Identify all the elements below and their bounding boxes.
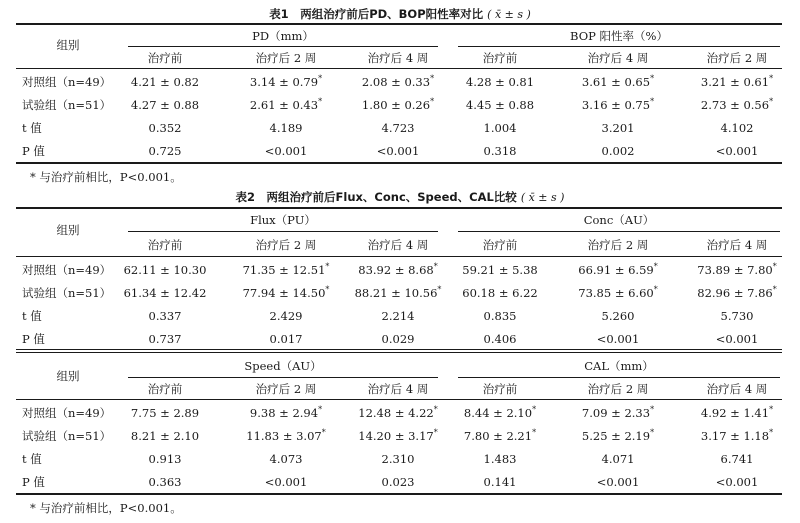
table2b-cell-2-5: [678, 449, 796, 469]
table2b-subheader-0: 治疗前: [147, 382, 183, 396]
table1-significance-marker: *: [318, 74, 323, 84]
table2a-significance-marker: *: [772, 262, 777, 272]
table1-value-1-0: 4.27 ± 0.88: [130, 98, 200, 112]
table2b-value-0-0: 7.75 ± 2.89: [130, 406, 200, 420]
table1-row-0-label: 对照组（n=49）: [22, 75, 112, 89]
table1-pd-subrule: [128, 46, 438, 47]
table1-value-0-3: 4.28 ± 0.81: [465, 75, 535, 89]
table2a-significance-marker: *: [437, 285, 442, 295]
table2b-cell-2-2: [339, 449, 457, 469]
table2b-row-3-label: P 值: [22, 475, 45, 489]
table2b-value-2-0: 0.913: [148, 452, 182, 466]
table2b-cell-0-1: [227, 403, 345, 423]
table2a-value-2-3: 0.835: [483, 309, 517, 323]
table2a-cell-2-5: [678, 306, 796, 326]
table2a-value-3-0: 0.737: [148, 332, 182, 346]
table2a-cell-0-1: [227, 260, 345, 280]
table1-significance-marker: *: [650, 97, 655, 107]
table2b-significance-marker: *: [650, 428, 655, 438]
table2b-value-2-2: 2.310: [381, 452, 415, 466]
table2a-conc-subrule: [458, 231, 780, 232]
table2-bottom-rule: [16, 493, 782, 495]
table1-value-1-1: 2.61 ± 0.43: [249, 98, 319, 112]
table2b-cell-3-2: [339, 472, 457, 492]
table1-title: [0, 6, 800, 22]
table1-cell-0-3: [441, 72, 559, 92]
table2a-cell-3-5: [678, 329, 796, 349]
table1-cell-0-5: [678, 72, 796, 92]
table2b-value-3-3: 0.141: [483, 475, 517, 489]
table2b-cell-1-5: [678, 426, 796, 446]
table1-significance-marker: *: [318, 97, 323, 107]
table1-cell-3-3: [441, 141, 559, 161]
table2b-value-0-3: 8.44 ± 2.10: [463, 406, 533, 420]
table2b-cell-0-4: [559, 403, 677, 423]
table2b-cell-1-3: [441, 426, 559, 446]
table1-cell-3-5: [678, 141, 796, 161]
table2a-subheader-2: 治疗后 4 周: [367, 238, 429, 252]
table2a-subheader-1: 治疗后 2 周: [255, 238, 317, 252]
table2b-cell-0-3: [441, 403, 559, 423]
table2b-speed-subrule: [128, 377, 438, 378]
table1-cell-2-4: [559, 118, 677, 138]
table2a-significance-marker: *: [325, 262, 330, 272]
table2a-value-0-4: 66.91 ± 6.59: [578, 263, 654, 277]
table2b-value-3-2: 0.023: [381, 475, 415, 489]
table1-value-0-4: 3.61 ± 0.65: [581, 75, 651, 89]
table1-bottom-rule: [16, 162, 782, 164]
table2b-cell-1-4: [559, 426, 677, 446]
table2a-cell-1-1: [227, 283, 345, 303]
table2a-cell-3-0: [106, 329, 224, 349]
table2a-subheader-3: 治疗前: [482, 238, 518, 252]
table1-subheader-3: 治疗前: [482, 51, 518, 65]
table1-cell-3-2: [339, 141, 457, 161]
table2a-value-1-5: 82.96 ± 7.86: [697, 286, 773, 300]
table2b-cell-2-0: [106, 449, 224, 469]
table1-value-0-5: 3.21 ± 0.61: [700, 75, 770, 89]
table2a-group-header: 组别: [56, 223, 80, 237]
table1-significance-marker: *: [769, 97, 774, 107]
table1-subheader-0: 治疗前: [147, 51, 183, 65]
table2b-span-header-cal: CAL（mm）: [584, 359, 654, 373]
table2a-cell-0-4: [559, 260, 677, 280]
table2a-cell-2-1: [227, 306, 345, 326]
table1-span-header-pd: PD（mm）: [252, 29, 314, 43]
table2b-value-0-1: 9.38 ± 2.94: [249, 406, 319, 420]
table1-bop-subrule: [458, 46, 780, 47]
table2b-span-header-speed: Speed（AU）: [244, 359, 322, 373]
table1-cell-0-1: [227, 72, 345, 92]
table2a-cell-3-4: [559, 329, 677, 349]
table1-cell-1-3: [441, 95, 559, 115]
table2a-significance-marker: *: [325, 285, 330, 295]
table1-value-1-4: 3.16 ± 0.75: [581, 98, 651, 112]
table1-cell-2-1: [227, 118, 345, 138]
table2a-value-3-2: 0.029: [381, 332, 415, 346]
table2b-value-1-1: 11.83 ± 3.07: [246, 429, 322, 443]
table2b-value-0-2: 12.48 ± 4.22: [358, 406, 434, 420]
table2b-significance-marker: *: [532, 405, 537, 415]
table1-value-2-4: 3.201: [601, 121, 635, 135]
table2a-value-1-2: 88.21 ± 10.56: [354, 286, 438, 300]
table1-value-3-2: <0.001: [376, 144, 420, 158]
table2a-cell-1-4: [559, 283, 677, 303]
table2a-significance-marker: *: [433, 262, 438, 272]
table2a-value-2-4: 5.260: [601, 309, 635, 323]
table2a-value-0-1: 71.35 ± 12.51: [242, 263, 326, 277]
table2b-cell-2-1: [227, 449, 345, 469]
table1-cell-0-2: [339, 72, 457, 92]
table1-cell-1-2: [339, 95, 457, 115]
table2a-row-0-label: 对照组（n=49）: [22, 263, 112, 277]
table1-value-1-2: 1.80 ± 0.26: [361, 98, 431, 112]
table1-value-1-3: 4.45 ± 0.88: [465, 98, 535, 112]
table1-group-header: 组别: [56, 38, 80, 52]
table2a-cell-3-1: [227, 329, 345, 349]
table2b-group-header: 组别: [56, 369, 80, 383]
table2a-value-3-5: <0.001: [715, 332, 759, 346]
table1-cell-1-5: [678, 95, 796, 115]
table2a-value-2-5: 5.730: [720, 309, 754, 323]
table2a-significance-marker: *: [772, 285, 777, 295]
table2b-row-2-label: t 值: [22, 452, 42, 466]
table2a-subheader-5: 治疗后 4 周: [706, 238, 768, 252]
table1-value-3-0: 0.725: [148, 144, 182, 158]
table1-cell-3-4: [559, 141, 677, 161]
table2b-header-rule: [16, 399, 782, 400]
table1-value-2-3: 1.004: [483, 121, 517, 135]
table2b-value-1-4: 5.25 ± 2.19: [581, 429, 651, 443]
table2a-value-1-0: 61.34 ± 12.42: [123, 286, 207, 300]
table2b-row-1-label: 试验组（n=51）: [22, 429, 112, 443]
table2b-cell-1-0: [106, 426, 224, 446]
table2b-significance-marker: *: [532, 428, 537, 438]
table2a-header-rule: [16, 256, 782, 257]
table2-top-rule: [16, 207, 782, 209]
table2a-value-1-4: 73.85 ± 6.60: [578, 286, 654, 300]
table2-title: [0, 189, 800, 205]
table2b-subheader-1: 治疗后 2 周: [255, 382, 317, 396]
table1-value-0-1: 3.14 ± 0.79: [249, 75, 319, 89]
table1-subheader-5: 治疗后 2 周: [706, 51, 768, 65]
table2a-value-0-3: 59.21 ± 5.38: [462, 263, 538, 277]
table2a-cell-1-0: [106, 283, 224, 303]
table2a-cell-3-3: [441, 329, 559, 349]
table2b-significance-marker: *: [650, 405, 655, 415]
table2b-subheader-5: 治疗后 4 周: [706, 382, 768, 396]
table1-value-2-2: 4.723: [381, 121, 415, 135]
table2b-subheader-3: 治疗前: [482, 382, 518, 396]
table2a-cell-0-5: [678, 260, 796, 280]
table2a-row-3-label: P 值: [22, 332, 45, 346]
table2b-cell-3-1: [227, 472, 345, 492]
table2a-span-header-conc: Conc（AU）: [583, 213, 655, 227]
table1-cell-3-1: [227, 141, 345, 161]
table2a-value-0-0: 62.11 ± 10.30: [123, 263, 207, 277]
table2a-row-2-label: t 值: [22, 309, 42, 323]
table1-cell-1-1: [227, 95, 345, 115]
table2-note: * 与治疗前相比，P<0.001。: [30, 501, 182, 515]
table2-title-text: 表2 两组治疗前后Flux、Conc、Speed、CAL比较: [235, 190, 517, 204]
table2a-significance-marker: *: [653, 285, 658, 295]
table2b-significance-marker: *: [433, 428, 438, 438]
table1-cell-1-0: [106, 95, 224, 115]
table2b-significance-marker: *: [769, 428, 774, 438]
table2a-significance-marker: *: [653, 262, 658, 272]
table2b-value-1-2: 14.20 ± 3.17: [358, 429, 434, 443]
table2b-cell-1-1: [227, 426, 345, 446]
table1-value-0-2: 2.08 ± 0.33: [361, 75, 431, 89]
table2a-cell-3-2: [339, 329, 457, 349]
table1-cell-2-2: [339, 118, 457, 138]
table1-cell-1-4: [559, 95, 677, 115]
table2a-subheader-0: 治疗前: [147, 238, 183, 252]
table2a-cell-0-0: [106, 260, 224, 280]
table2a-cell-0-2: [339, 260, 457, 280]
table2a-cell-2-2: [339, 306, 457, 326]
table1-value-1-5: 2.73 ± 0.56: [700, 98, 770, 112]
table2-title-stat: ( x̄ ± s ): [520, 191, 565, 204]
table1-subheader-2: 治疗后 4 周: [367, 51, 429, 65]
table2a-value-1-1: 77.94 ± 14.50: [242, 286, 326, 300]
table2a-cell-2-0: [106, 306, 224, 326]
table2b-significance-marker: *: [433, 405, 438, 415]
table1-title-text: 表1 两组治疗前后PD、BOP阳性率对比: [269, 7, 484, 21]
table1-row-3-label: P 值: [22, 144, 45, 158]
table1-significance-marker: *: [430, 74, 435, 84]
table2b-value-3-5: <0.001: [715, 475, 759, 489]
table1-significance-marker: *: [430, 97, 435, 107]
table2-mid-rule-1: [16, 349, 782, 350]
table2b-cell-2-4: [559, 449, 677, 469]
table2b-value-1-0: 8.21 ± 2.10: [130, 429, 200, 443]
table1-cell-0-0: [106, 72, 224, 92]
table2b-subheader-2: 治疗后 4 周: [367, 382, 429, 396]
table2a-cell-2-4: [559, 306, 677, 326]
table2b-value-3-0: 0.363: [148, 475, 182, 489]
table2b-value-2-1: 4.073: [269, 452, 303, 466]
table1-note: * 与治疗前相比，P<0.001。: [30, 170, 182, 184]
table2b-cell-3-0: [106, 472, 224, 492]
table2a-value-3-1: 0.017: [269, 332, 303, 346]
table2b-cal-subrule: [458, 377, 780, 378]
table2b-value-2-5: 6.741: [720, 452, 754, 466]
table1-cell-2-0: [106, 118, 224, 138]
table1-value-3-1: <0.001: [264, 144, 308, 158]
table2b-value-1-3: 7.80 ± 2.21: [463, 429, 533, 443]
table1-row-2-label: t 值: [22, 121, 42, 135]
table1-value-2-1: 4.189: [269, 121, 303, 135]
table2a-span-header-flux: Flux（PU）: [250, 213, 316, 227]
table2b-cell-3-3: [441, 472, 559, 492]
table1-top-rule: [16, 23, 782, 25]
table2b-subheader-4: 治疗后 2 周: [587, 382, 649, 396]
table2b-cell-1-2: [339, 426, 457, 446]
table2b-significance-marker: *: [318, 405, 323, 415]
table1-value-3-3: 0.318: [483, 144, 517, 158]
table1-subheader-1: 治疗后 2 周: [255, 51, 317, 65]
table1-value-2-5: 4.102: [720, 121, 754, 135]
table2b-value-2-3: 1.483: [483, 452, 517, 466]
table2b-cell-0-0: [106, 403, 224, 423]
table2b-cell-2-3: [441, 449, 559, 469]
table1-header-rule: [16, 68, 782, 69]
table2b-cell-0-2: [339, 403, 457, 423]
table1-value-0-0: 4.21 ± 0.82: [130, 75, 200, 89]
table2a-cell-1-5: [678, 283, 796, 303]
table2a-value-3-3: 0.406: [483, 332, 517, 346]
table2a-cell-0-3: [441, 260, 559, 280]
table2b-value-2-4: 4.071: [601, 452, 635, 466]
table2a-value-3-4: <0.001: [596, 332, 640, 346]
table2b-cell-0-5: [678, 403, 796, 423]
table2a-cell-1-3: [441, 283, 559, 303]
table1-significance-marker: *: [650, 74, 655, 84]
table2b-cell-3-4: [559, 472, 677, 492]
table2b-value-1-5: 3.17 ± 1.18: [700, 429, 770, 443]
table2-mid-rule-2: [16, 352, 782, 353]
table2b-value-0-4: 7.09 ± 2.33: [581, 406, 651, 420]
table2a-row-1-label: 试验组（n=51）: [22, 286, 112, 300]
table2a-cell-2-3: [441, 306, 559, 326]
table1-cell-3-0: [106, 141, 224, 161]
table1-cell-0-4: [559, 72, 677, 92]
table2a-flux-subrule: [128, 231, 438, 232]
table2b-value-0-5: 4.92 ± 1.41: [700, 406, 770, 420]
table1-significance-marker: *: [769, 74, 774, 84]
table1-value-2-0: 0.352: [148, 121, 182, 135]
table1-cell-2-3: [441, 118, 559, 138]
table2a-value-2-0: 0.337: [148, 309, 182, 323]
table2a-cell-1-2: [339, 283, 457, 303]
table1-value-3-4: 0.002: [601, 144, 635, 158]
table2a-value-2-2: 2.214: [381, 309, 415, 323]
table2a-value-0-5: 73.89 ± 7.80: [697, 263, 773, 277]
table1-cell-2-5: [678, 118, 796, 138]
table2a-value-0-2: 83.92 ± 8.68: [358, 263, 434, 277]
table2b-value-3-1: <0.001: [264, 475, 308, 489]
table1-value-3-5: <0.001: [715, 144, 759, 158]
table1-title-stat: ( x̄ ± s ): [487, 8, 531, 21]
table2b-significance-marker: *: [769, 405, 774, 415]
table2a-value-2-1: 2.429: [269, 309, 303, 323]
table2b-significance-marker: *: [321, 428, 326, 438]
table2b-cell-3-5: [678, 472, 796, 492]
table2a-subheader-4: 治疗后 2 周: [587, 238, 649, 252]
table2b-row-0-label: 对照组（n=49）: [22, 406, 112, 420]
table1-span-header-bop: BOP 阳性率（%）: [570, 29, 668, 43]
table2b-value-3-4: <0.001: [596, 475, 640, 489]
table2a-value-1-3: 60.18 ± 6.22: [462, 286, 538, 300]
table1-row-1-label: 试验组（n=51）: [22, 98, 112, 112]
table1-subheader-4: 治疗后 4 周: [587, 51, 649, 65]
